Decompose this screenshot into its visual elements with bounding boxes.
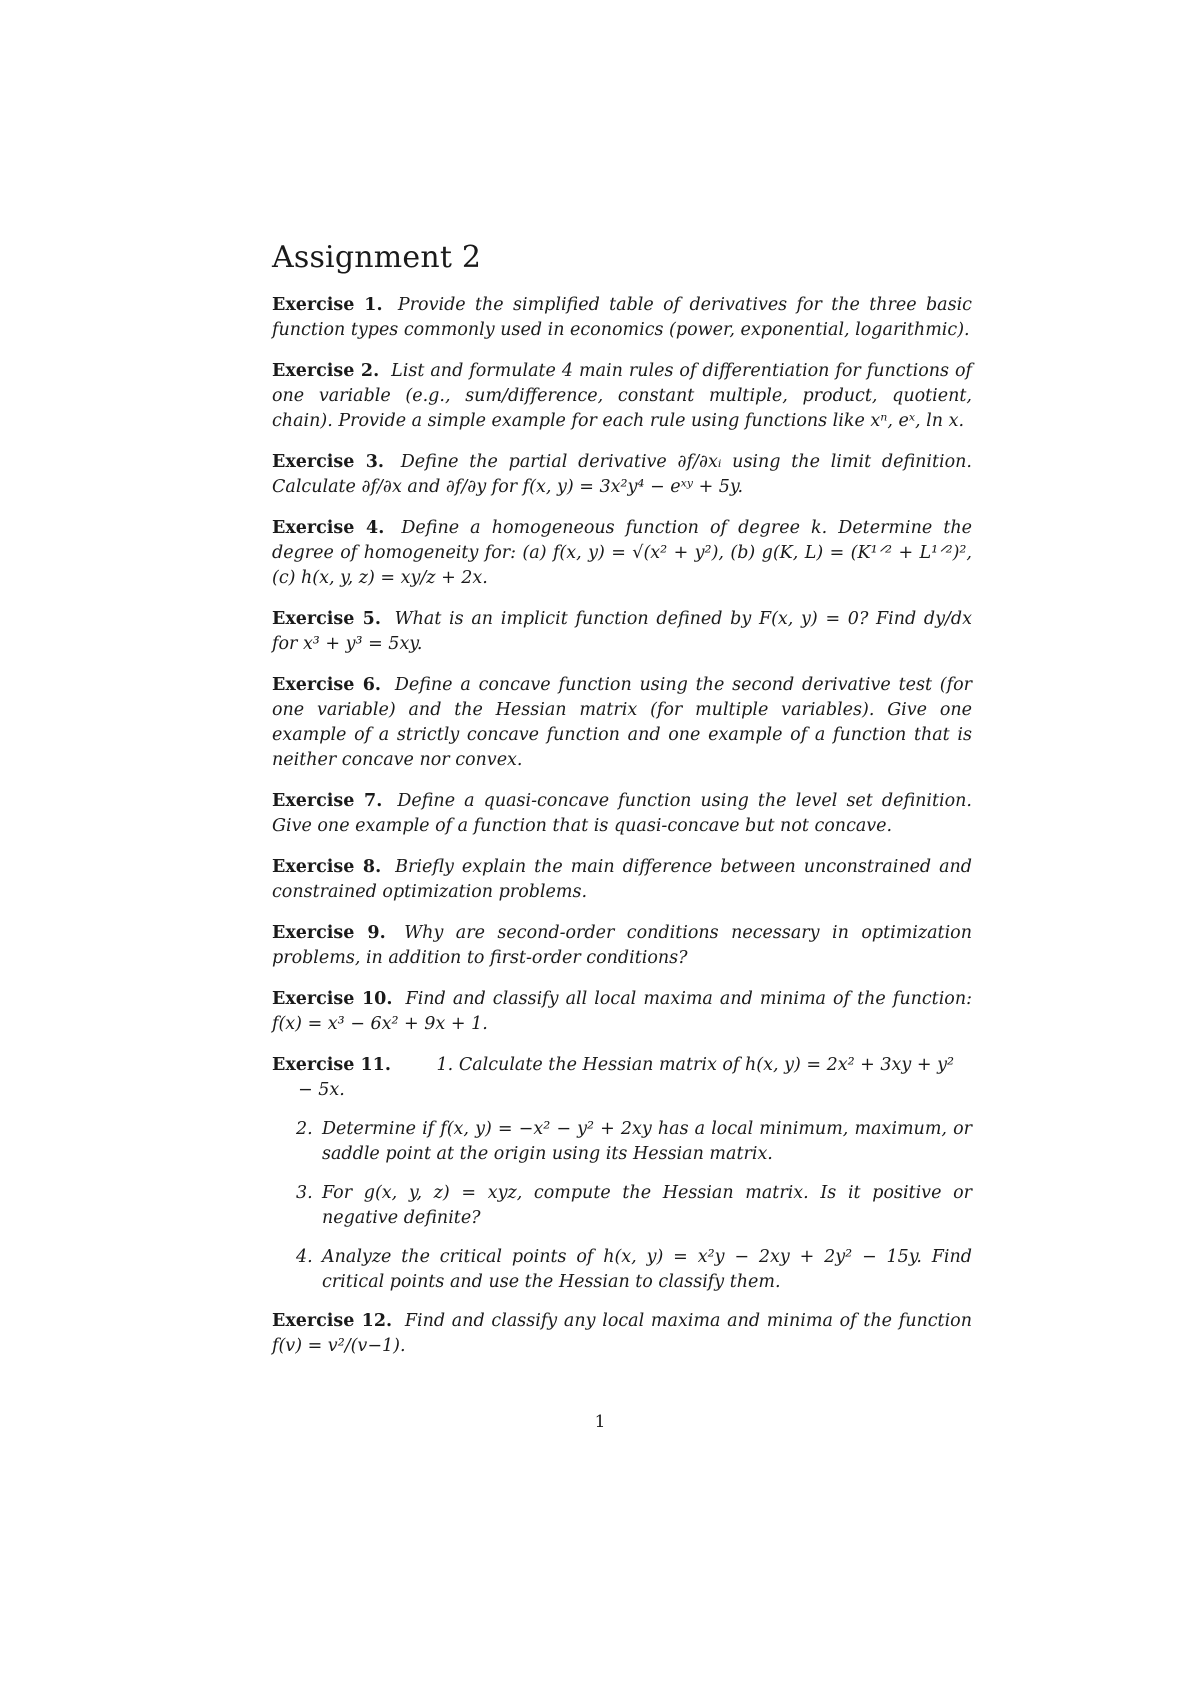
list-item <box>272 1181 972 1231</box>
exercise-label: Exercise 8. <box>272 857 382 877</box>
exercise-label: Exercise 7. <box>272 791 383 811</box>
exercise-1 <box>272 293 972 343</box>
exercise-text: Define a concave function using the second derivative test (for one variable) and the Hessian matrix (for multiple variables). Give one example of a strictly concave function and one example of a function that is neither concave nor convex. <box>272 675 972 770</box>
exercise-text: Find and classify all local maxima and minima of the function: f(x) = x³ − 6x² + 9x + 1. <box>272 989 972 1034</box>
exercise-text: Provide the simplified table of derivatives for the three basic function types commonly used in economics (power, exponential, logarithmic). <box>272 295 972 340</box>
exercise-text: Briefly explain the main difference between unconstrained and constrained optimization problems. <box>272 857 972 902</box>
page-number: 1 <box>594 1412 606 1432</box>
exercise-11 <box>272 1053 972 1295</box>
assignment-page <box>272 240 972 1375</box>
list-item-text: Calculate the Hessian matrix of h(x, y) = 2x² + 3xy + y² − 5x. <box>298 1055 954 1100</box>
list-item-text: For g(x, y, z) = xyz, compute the Hessian matrix. Is it positive or negative definite? <box>322 1183 972 1228</box>
exercise-label: Exercise 4. <box>272 518 385 538</box>
exercise-text: Why are second-order conditions necessary in optimization problems, in addition to first-order conditions? <box>272 923 972 968</box>
exercise-7 <box>272 789 972 839</box>
exercise-2 <box>272 359 972 434</box>
list-item-text: Determine if f(x, y) = −x² − y² + 2xy has a local minimum, maximum, or saddle point at the origin using its Hessian matrix. <box>322 1119 972 1164</box>
list-item <box>272 1117 972 1167</box>
exercise-5 <box>272 607 972 657</box>
exercise-label: Exercise 12. <box>272 1311 393 1331</box>
exercise-11-list <box>272 1117 972 1295</box>
exercise-4 <box>272 516 972 591</box>
exercise-label: Exercise 5. <box>272 609 381 629</box>
exercise-label: Exercise 6. <box>272 675 382 695</box>
exercise-text: Find and classify any local maxima and minima of the function f(v) = v²/(v−1). <box>272 1311 972 1356</box>
exercise-9 <box>272 921 972 971</box>
list-item-number: 3. <box>296 1183 313 1203</box>
list-item-number: 2. <box>296 1119 313 1139</box>
exercise-label: Exercise 1. <box>272 295 383 315</box>
exercise-label: Exercise 10. <box>272 989 393 1009</box>
exercise-6 <box>272 673 972 773</box>
exercise-text: What is an implicit function defined by F(x, y) = 0? Find dy/dx for x³ + y³ = 5xy. <box>272 609 972 654</box>
list-item-number: 1. <box>436 1055 454 1075</box>
exercise-label: Exercise 11. <box>272 1055 391 1075</box>
exercise-label: Exercise 2. <box>272 361 380 381</box>
list-item-text: Analyze the critical points of h(x, y) = x²y − 2xy + 2y² − 15y. Find critical points and use the Hessian to classify them. <box>322 1247 972 1292</box>
exercise-text: Define the partial derivative ∂f/∂xᵢ using the limit definition. Calculate ∂f/∂x and ∂f/∂y for f(x, y) = 3x²y⁴ − eˣʸ + 5y. <box>272 452 972 497</box>
page-title: Assignment 2 <box>272 240 482 275</box>
exercise-11-first-item <box>272 1053 972 1103</box>
exercise-10 <box>272 987 972 1037</box>
exercise-12 <box>272 1309 972 1359</box>
exercise-label: Exercise 3. <box>272 452 384 472</box>
list-item-number: 4. <box>296 1247 313 1267</box>
exercise-text: List and formulate 4 main rules of differentiation for functions of one variable (e.g., sum/difference, constant multiple, product, quotient, chain). Provide a simple example for each rule using functions like xⁿ, eˣ, ln x. <box>272 361 972 431</box>
list-item <box>272 1245 972 1295</box>
exercise-label: Exercise 9. <box>272 923 386 943</box>
exercise-text: Define a homogeneous function of degree k. Determine the degree of homogeneity for: (a) f(x, y) = √(x² + y²), (b) g(K, L) = (K¹ᐟ² + L¹ᐟ²)², (c) h(x, y, z) = xy/z + 2x. <box>272 518 972 588</box>
exercise-text: Define a quasi-concave function using the level set definition. Give one example of a function that is quasi-concave but not concave. <box>272 791 972 836</box>
exercise-8 <box>272 855 972 905</box>
exercise-3 <box>272 450 972 500</box>
